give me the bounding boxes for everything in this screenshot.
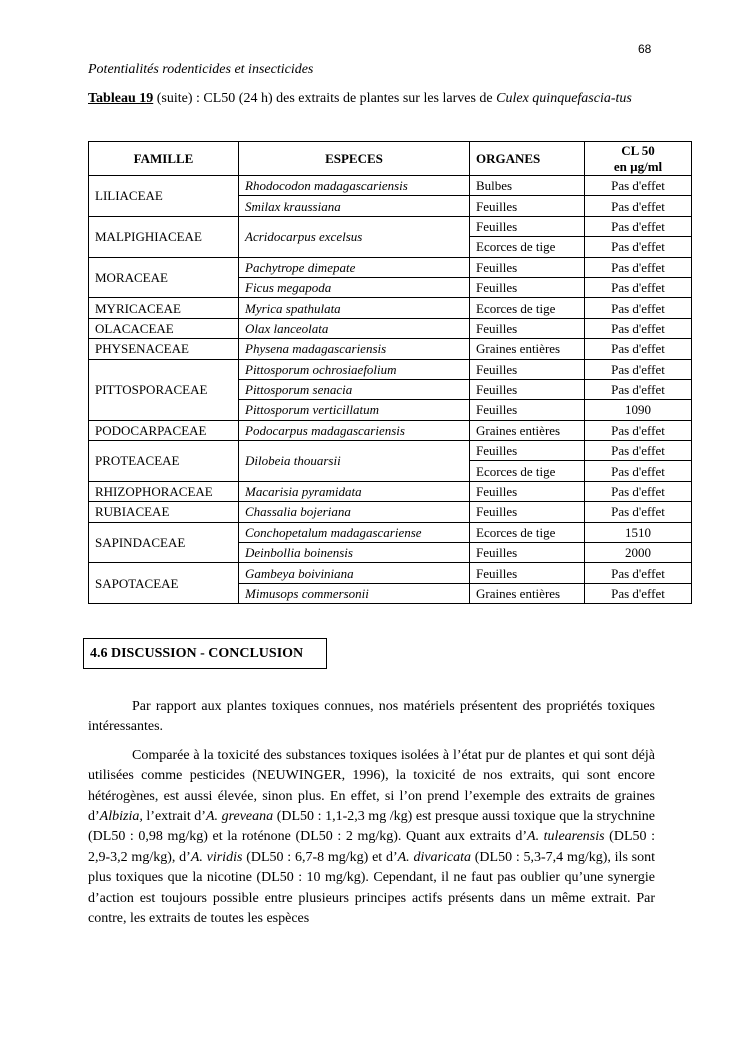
organe-cell: Feuilles: [470, 502, 585, 522]
organe-cell: Graines entières: [470, 420, 585, 440]
organe-cell: Graines entières: [470, 339, 585, 359]
organe-cell: Feuilles: [470, 481, 585, 501]
table-row: [89, 318, 692, 338]
organe-cell: Ecorces de tige: [470, 461, 585, 481]
organe-cell: Feuilles: [470, 318, 585, 338]
espece-cell: Chassalia bojeriana: [239, 502, 470, 522]
cl50-cell: Pas d'effet: [585, 461, 692, 481]
cl50-cell: 1510: [585, 522, 692, 542]
table-row: [89, 216, 692, 236]
table-row: [89, 298, 692, 318]
famille-cell: PODOCARPACEAE: [89, 420, 239, 440]
espece-cell: Olax lanceolata: [239, 318, 470, 338]
page-number: 68: [638, 42, 652, 56]
section-title: 4.6 DISCUSSION - CONCLUSION: [83, 638, 327, 669]
espece-cell: Macarisia pyramidata: [239, 481, 470, 501]
organe-cell: Feuilles: [470, 441, 585, 461]
organe-cell: Feuilles: [470, 196, 585, 216]
running-header: Potentialités rodenticides et insecticides: [88, 62, 314, 77]
header-famille: FAMILLE: [89, 142, 239, 176]
header-cl50-line1: CL 50: [621, 142, 655, 158]
espece-cell: Pittosporum ochrosiaefolium: [239, 359, 470, 379]
header-cl50-line2: en µg/ml: [613, 158, 663, 174]
table-row: [89, 257, 692, 277]
header-cl50: [585, 142, 692, 176]
table-header-row: [89, 142, 692, 176]
famille-cell: PROTEACEAE: [89, 441, 239, 482]
cl50-cell: Pas d'effet: [585, 420, 692, 440]
paragraph-2: Comparée à la toxicité des substances toxiques isolées à l’état pur de plantes et qui sont déjà utilisées comme pesticides (NEUWINGER, 1996), la toxicité de nos extraits, qui sont encore hétérogènes, est aussi élevée, sinon plus. En effet, si l’on prend l’exemple des extraits de graines d’Albizia, l’extrait d’A. greveana (DL50 : 1,1-2,3 mg /kg) est presque aussi toxique que la strychnine (DL50 : 0,98 mg/kg) et la roténone (DL50 : 2 mg/kg). Quant aux extraits d’A. tulearensis (DL50 : 2,9-3,2 mg/kg), d’A. viridis (DL50 : 6,7-8 mg/kg) et d’A. divaricata (DL50 : 5,3-7,4 mg/kg), ils sont plus toxiques que la nicotine (DL50 : 10 mg/kg). Cependant, il ne faut pas oublier qu’une synergie d’action est toujours possible entre plusieurs principes actifs présents dans un même extrait. Par contre, les extraits de toutes les espèces: [88, 747, 655, 927]
table-caption: [88, 88, 656, 109]
famille-cell: PITTOSPORACEAE: [89, 359, 239, 420]
espece-cell: Pittosporum verticillatum: [239, 400, 470, 420]
espece-cell: Deinbollia boinensis: [239, 543, 470, 563]
cl50-cell: Pas d'effet: [585, 277, 692, 297]
organe-cell: Ecorces de tige: [470, 522, 585, 542]
table-row: [89, 339, 692, 359]
cl50-cell: 1090: [585, 400, 692, 420]
table-row: [89, 420, 692, 440]
table-row: [89, 522, 692, 542]
caption-label: Tableau 19: [88, 91, 154, 106]
organe-cell: Feuilles: [470, 379, 585, 399]
cl50-cell: Pas d'effet: [585, 502, 692, 522]
famille-cell: PHYSENACEAE: [89, 339, 239, 359]
famille-cell: LILIACEAE: [89, 176, 239, 217]
organe-cell: Feuilles: [470, 543, 585, 563]
table-row: [89, 502, 692, 522]
cl50-cell: Pas d'effet: [585, 257, 692, 277]
cl50-cell: Pas d'effet: [585, 176, 692, 196]
famille-cell: SAPINDACEAE: [89, 522, 239, 563]
cl50-cell: Pas d'effet: [585, 583, 692, 603]
espece-cell: Myrica spathulata: [239, 298, 470, 318]
famille-cell: OLACACEAE: [89, 318, 239, 338]
famille-cell: RHIZOPHORACEAE: [89, 481, 239, 501]
cl50-cell: Pas d'effet: [585, 359, 692, 379]
body-text: [88, 697, 655, 937]
table-row: [89, 176, 692, 196]
cl50-cell: Pas d'effet: [585, 339, 692, 359]
table-row: [89, 441, 692, 461]
organe-cell: Feuilles: [470, 277, 585, 297]
table-row: [89, 481, 692, 501]
espece-cell: Mimusops commersonii: [239, 583, 470, 603]
famille-cell: RUBIACEAE: [89, 502, 239, 522]
organe-cell: Feuilles: [470, 359, 585, 379]
cl50-cell: 2000: [585, 543, 692, 563]
organe-cell: Bulbes: [470, 176, 585, 196]
famille-cell: MYRICACEAE: [89, 298, 239, 318]
cl50-cell: Pas d'effet: [585, 379, 692, 399]
espece-cell: Conchopetalum madagascariense: [239, 522, 470, 542]
caption-species: Culex quinquefascia-tus: [496, 91, 632, 106]
cl50-cell: Pas d'effet: [585, 216, 692, 236]
espece-cell: Dilobeia thouarsii: [239, 441, 470, 482]
espece-cell: Rhodocodon madagascariensis: [239, 176, 470, 196]
organe-cell: Feuilles: [470, 257, 585, 277]
table-row: [89, 563, 692, 583]
header-especes: ESPECES: [239, 142, 470, 176]
table-row: [89, 359, 692, 379]
cl50-cell: Pas d'effet: [585, 318, 692, 338]
espece-cell: Ficus megapoda: [239, 277, 470, 297]
espece-cell: Pittosporum senacia: [239, 379, 470, 399]
espece-cell: Pachytrope dimepate: [239, 257, 470, 277]
famille-cell: SAPOTACEAE: [89, 563, 239, 604]
caption-text: (suite) : CL50 (24 h) des extraits de plantes sur les larves de: [153, 91, 497, 106]
espece-cell: Smilax kraussiana: [239, 196, 470, 216]
famille-cell: MORACEAE: [89, 257, 239, 298]
organe-cell: Feuilles: [470, 400, 585, 420]
organe-cell: Feuilles: [470, 216, 585, 236]
espece-cell: Gambeya boiviniana: [239, 563, 470, 583]
organe-cell: Feuilles: [470, 563, 585, 583]
cl50-cell: Pas d'effet: [585, 237, 692, 257]
famille-cell: MALPIGHIACEAE: [89, 216, 239, 257]
espece-cell: Acridocarpus excelsus: [239, 216, 470, 257]
cl50-cell: Pas d'effet: [585, 481, 692, 501]
espece-cell: Podocarpus madagascariensis: [239, 420, 470, 440]
organe-cell: Graines entières: [470, 583, 585, 603]
organe-cell: Ecorces de tige: [470, 298, 585, 318]
cl50-cell: Pas d'effet: [585, 196, 692, 216]
espece-cell: Physena madagascariensis: [239, 339, 470, 359]
cl50-cell: Pas d'effet: [585, 298, 692, 318]
header-organes: ORGANES: [470, 142, 585, 176]
organe-cell: Ecorces de tige: [470, 237, 585, 257]
cl50-cell: Pas d'effet: [585, 441, 692, 461]
paragraph-1: Par rapport aux plantes toxiques connues, nos matériels présentent des propriétés toxiques intéressantes.: [88, 699, 655, 735]
cl50-cell: Pas d'effet: [585, 563, 692, 583]
cl50-table: [88, 141, 692, 604]
